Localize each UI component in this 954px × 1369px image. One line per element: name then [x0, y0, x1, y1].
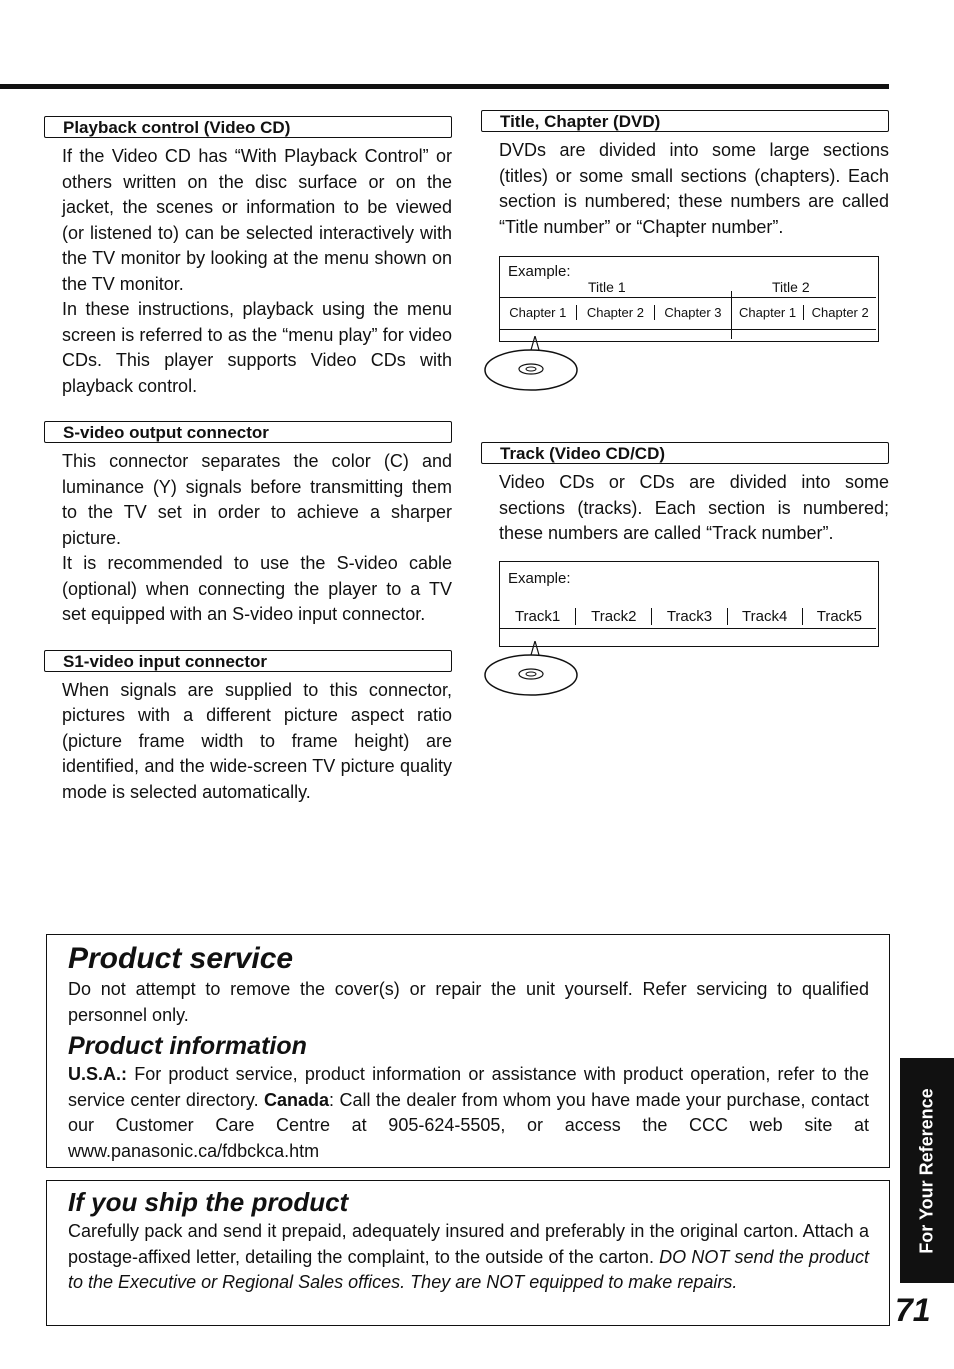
track-item: Track4	[728, 608, 803, 625]
title-chapter-paragraph: DVDs are divided into some large sections (titles) or some small sections (chapters). Each section is numbered; these numbers are called “Title number” or “Chapter number”.	[499, 140, 889, 237]
svideo-paragraph-1: This connector separates the color (C) and luminance (Y) signals before transmitting them to the TV set in order to achieve a sharper picture.	[62, 451, 452, 548]
section-svideo	[62, 421, 452, 628]
track-item: Track2	[576, 608, 652, 625]
usa-label: U.S.A.:	[68, 1064, 128, 1084]
ship-product-title: If you ship the product	[68, 1187, 349, 1217]
usa-text: For product service, product information or assistance with product operation, refer to the service center directory.	[68, 1064, 869, 1110]
side-tab-label: For Your Reference	[916, 1087, 937, 1254]
disc-icon	[483, 641, 583, 697]
page-number: 71	[895, 1292, 931, 1328]
playback-paragraph-1: If the Video CD has “With Playback Control” or others written on the disc surface or on the jacket, the scenes or information to be viewed (or listened to) can be selected interactively with the TV monitor by looking at the menu shown on the TV monitor.	[62, 146, 452, 294]
dvd-chapter-row	[500, 305, 876, 320]
section-s1video	[62, 650, 452, 806]
dvd-chapter: Chapter 1	[500, 305, 577, 320]
heading-svideo: S-video output connector	[44, 421, 452, 443]
side-tab-for-your-reference	[900, 1058, 954, 1283]
product-service-text: Do not attempt to remove the cover(s) or repair the unit yourself. Refer servicing to qualified personnel only.	[68, 979, 869, 1025]
dvd-chapter: Chapter 3	[655, 305, 732, 320]
track-example-label: Example:	[508, 569, 571, 587]
product-service-box	[46, 934, 890, 1168]
heading-track: Track (Video CD/CD)	[481, 442, 889, 464]
dvd-example-diagram	[499, 256, 879, 342]
s1video-paragraph-1: When signals are supplied to this connector, pictures with a different picture aspect ratio (picture frame width to frame height) are identified, and the wide-screen TV picture quality mode is selected automatically.	[62, 679, 452, 802]
chapter-underline	[500, 329, 876, 330]
dvd-title-2: Title 2	[772, 279, 810, 295]
product-information-title: Product information	[68, 1032, 307, 1060]
section-playback-control	[62, 116, 452, 399]
dvd-chapter: Chapter 2	[811, 305, 869, 320]
right-column	[499, 110, 889, 697]
title-divider-line	[500, 297, 876, 298]
section-track	[499, 442, 889, 697]
heading-title-chapter: Title, Chapter (DVD)	[481, 110, 889, 132]
track-example-diagram	[499, 561, 879, 647]
track-item: Track3	[652, 608, 727, 625]
left-column	[62, 116, 452, 805]
track-item: Track5	[816, 607, 863, 625]
track-paragraph: Video CDs or CDs are divided into some sections (tracks). Each section is numbered; these numbers are called “Track number”.	[499, 472, 889, 543]
track-item: Track1	[500, 608, 576, 625]
playback-paragraph-2: In these instructions, playback using the menu screen is referred to as the “menu play” for video CDs. This player supports Video CDs with playback control.	[62, 299, 452, 396]
ship-product-box	[46, 1180, 890, 1326]
dvd-chapter: Chapter 2	[577, 305, 656, 320]
heading-playback-control: Playback control (Video CD)	[44, 116, 452, 138]
dvd-title-1: Title 1	[588, 279, 626, 295]
product-information-text	[68, 1062, 869, 1164]
ship-text-normal: Carefully pack and send it prepaid, adequately insured and preferably in the original carton. Attach a postage-affixed letter, detailing the complaint, to the outside of the carton.	[68, 1221, 869, 1267]
ship-product-text	[68, 1219, 869, 1296]
product-service-title: Product service	[68, 942, 294, 975]
section-title-chapter	[499, 110, 889, 392]
dvd-chapter: Chapter 1	[732, 305, 805, 320]
svideo-paragraph-2: It is recommended to use the S-video cable (optional) when connecting the player to a TV set equipped with an S-video input connector.	[62, 553, 452, 624]
track-row	[500, 608, 876, 625]
top-rule	[0, 84, 889, 89]
canada-label: Canada	[264, 1089, 330, 1110]
dvd-example-label: Example:	[508, 263, 571, 280]
ship-text-italic: DO NOT send the product to the Executive or Regional Sales offices. They are NOT equipped to make repairs.	[68, 1246, 869, 1292]
track-underline	[500, 628, 876, 629]
heading-s1video: S1-video input connector	[44, 650, 452, 672]
canada-text: : Call the dealer from whom you have made your purchase, contact our Customer Care Centre at 905-624-5505, or access the CCC web site at www.panasonic.ca/fdbckca.htm	[68, 1089, 869, 1161]
disc-icon	[483, 336, 583, 392]
